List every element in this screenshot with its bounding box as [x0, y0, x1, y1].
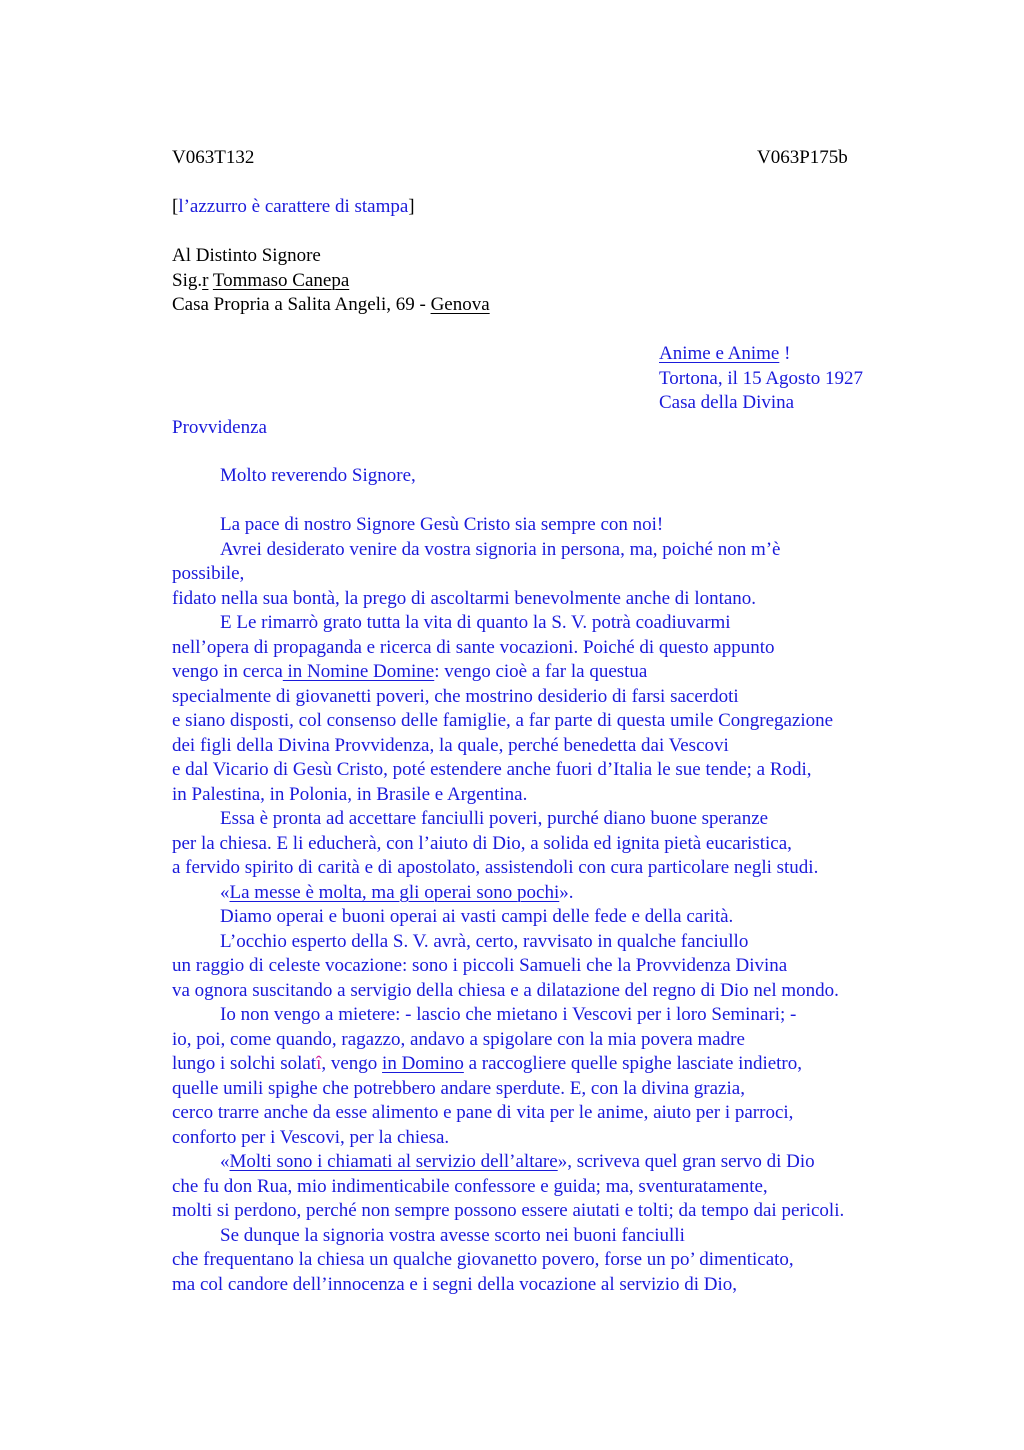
left-archive-code: V063T132 — [172, 147, 255, 168]
body-line — [220, 1150, 815, 1175]
quotation: La messe è molta, ma gli operai sono pochi — [229, 881, 560, 903]
body-segment: a raccogliere quelle spighe lasciate indietro, — [463, 1053, 803, 1074]
motto-suffix: ! — [779, 343, 791, 364]
body-line: quelle umili spighe che potrebbero andare sperdute. E, con la divina grazia, — [172, 1077, 745, 1099]
body-line: Essa è pronta ad accettare fanciulli poveri, purché diano buone speranze — [220, 808, 769, 829]
motto-line — [659, 342, 790, 367]
editorial-note — [172, 195, 415, 220]
body-line: a fervido spirito di carità e di apostolato, assistendoli con cura particolare negli studi. — [172, 857, 819, 878]
body-line: dei figli della Divina Provvidenza, la quale, perché benedetta dai Vescovi — [172, 734, 729, 756]
body-line: per la chiesa. E li educherà, con l’aiuto di Dio, a solida ed ignita pietà eucaristica, — [172, 832, 792, 854]
quote-close: ». — [559, 881, 574, 903]
body-line: e dal Vicario di Gesù Cristo, poté estendere anche fuori d’Italia le sue tende; a Rodi, — [172, 759, 812, 780]
body-segment: vengo in cerca — [172, 661, 283, 682]
body-line: conforto per i Vescovi, per la chiesa. — [172, 1126, 450, 1148]
motto: Anime e Anime — [659, 343, 780, 364]
body-line: Io non vengo a mietere: - lascio che mietano i Vescovi per i loro Seminari; - — [220, 1004, 797, 1025]
body-line: possibile, — [172, 563, 245, 584]
body-line: specialmente di giovanetti poveri, che mostrino desiderio di farsi sacerdoti — [172, 685, 739, 707]
note-close-bracket: ] — [408, 196, 415, 217]
body-segment: », scriveva quel gran servo di Dio — [557, 1151, 815, 1172]
quotation: Molti sono i chiamati al servizio dell’altare — [229, 1151, 558, 1172]
body-line — [172, 1052, 802, 1077]
address-line-2 — [172, 269, 349, 294]
body-line: e siano disposti, col consenso delle famiglie, a far parte di questa umile Congregazione — [172, 710, 834, 731]
body-line: io, poi, come quando, ragazzo, andavo a spigolare con la mia povera madre — [172, 1028, 745, 1050]
body-line: nell’opera di propaganda e ricerca di sante vocazioni. Poiché di questo appunto — [172, 636, 775, 658]
city: Genova — [430, 294, 490, 315]
body-line: che fu don Rua, mio indimenticabile confessore e guida; ma, sventuratamente, — [172, 1175, 768, 1197]
greeting: Molto reverendo Signore, — [220, 465, 416, 486]
place-date: Tortona, il 15 Agosto 1927 — [659, 367, 863, 389]
body-line: in Palestina, in Polonia, in Brasile e Argentina. — [172, 783, 528, 805]
body-line: molti si perdono, perché non sempre possono essere aiutati e tolti; da tempo dai pericoli. — [172, 1200, 845, 1221]
address-line-3 — [172, 293, 490, 318]
latin-phrase: in Nomine Domine — [282, 661, 435, 682]
body-segment: , vengo — [321, 1053, 383, 1074]
title-prefix: Sig. — [172, 269, 203, 291]
title-suffix: r — [202, 269, 209, 291]
body-line: va ognora suscitando a servigio della chiesa e a dilatazione del regno di Dio nel mondo. — [172, 979, 839, 1001]
body-line: che frequentano la chiesa un qualche giovanetto povero, forse un po’ dimenticato, — [172, 1249, 794, 1270]
note-text: l’azzurro è carattere di stampa — [178, 196, 409, 217]
recipient-name: Tommaso Canepa — [212, 269, 350, 291]
body-line: La pace di nostro Signore Gesù Cristo sia sempre con noi! — [220, 514, 664, 535]
body-line: L’occhio esperto della S. V. avrà, certo, ravvisato in qualche fanciullo — [220, 930, 749, 952]
body-line: Avrei desiderato venire da vostra signoria in persona, ma, poiché non m’è — [220, 538, 781, 560]
body-line: cerco trarre anche da esse alimento e pane di vita per le anime, aiuto per i parroci, — [172, 1102, 794, 1123]
street-address: Casa Propria a Salita Angeli, 69 - — [172, 294, 431, 315]
body-segment: lungo i solchi solat — [172, 1053, 317, 1074]
right-archive-code: V063P175b — [757, 147, 848, 168]
body-line — [220, 881, 574, 906]
quote-open: « — [220, 1151, 230, 1172]
body-line: ma col candore dell’innocenza e i segni della vocazione al servizio di Dio, — [172, 1273, 738, 1295]
latin-phrase: in Domino — [382, 1053, 464, 1074]
body-line: E Le rimarrò grato tutta la vita di quanto la S. V. potrà coadiuvarmi — [220, 612, 731, 633]
body-line: Se dunque la signoria vostra avesse scorto nei buoni fanciulli — [220, 1224, 685, 1246]
house-name-a: Casa della Divina — [659, 392, 795, 413]
body-line: fidato nella sua bontà, la prego di ascoltarmi benevolmente anche di lontano. — [172, 587, 757, 609]
body-line — [172, 660, 647, 685]
note-open-bracket: [ — [172, 196, 179, 217]
body-line: un raggio di celeste vocazione: sono i piccoli Samueli che la Provvidenza Divina — [172, 955, 788, 976]
quote-open: « — [220, 881, 230, 903]
house-name-b: Provvidenza — [172, 416, 267, 438]
body-segment: : vengo cioè a far la questua — [434, 661, 648, 682]
address-line-1: Al Distinto Signore — [172, 245, 321, 266]
corrected-letter: î — [316, 1053, 322, 1074]
body-line: Diamo operai e buoni operai ai vasti campi delle fede e della carità. — [220, 906, 734, 927]
